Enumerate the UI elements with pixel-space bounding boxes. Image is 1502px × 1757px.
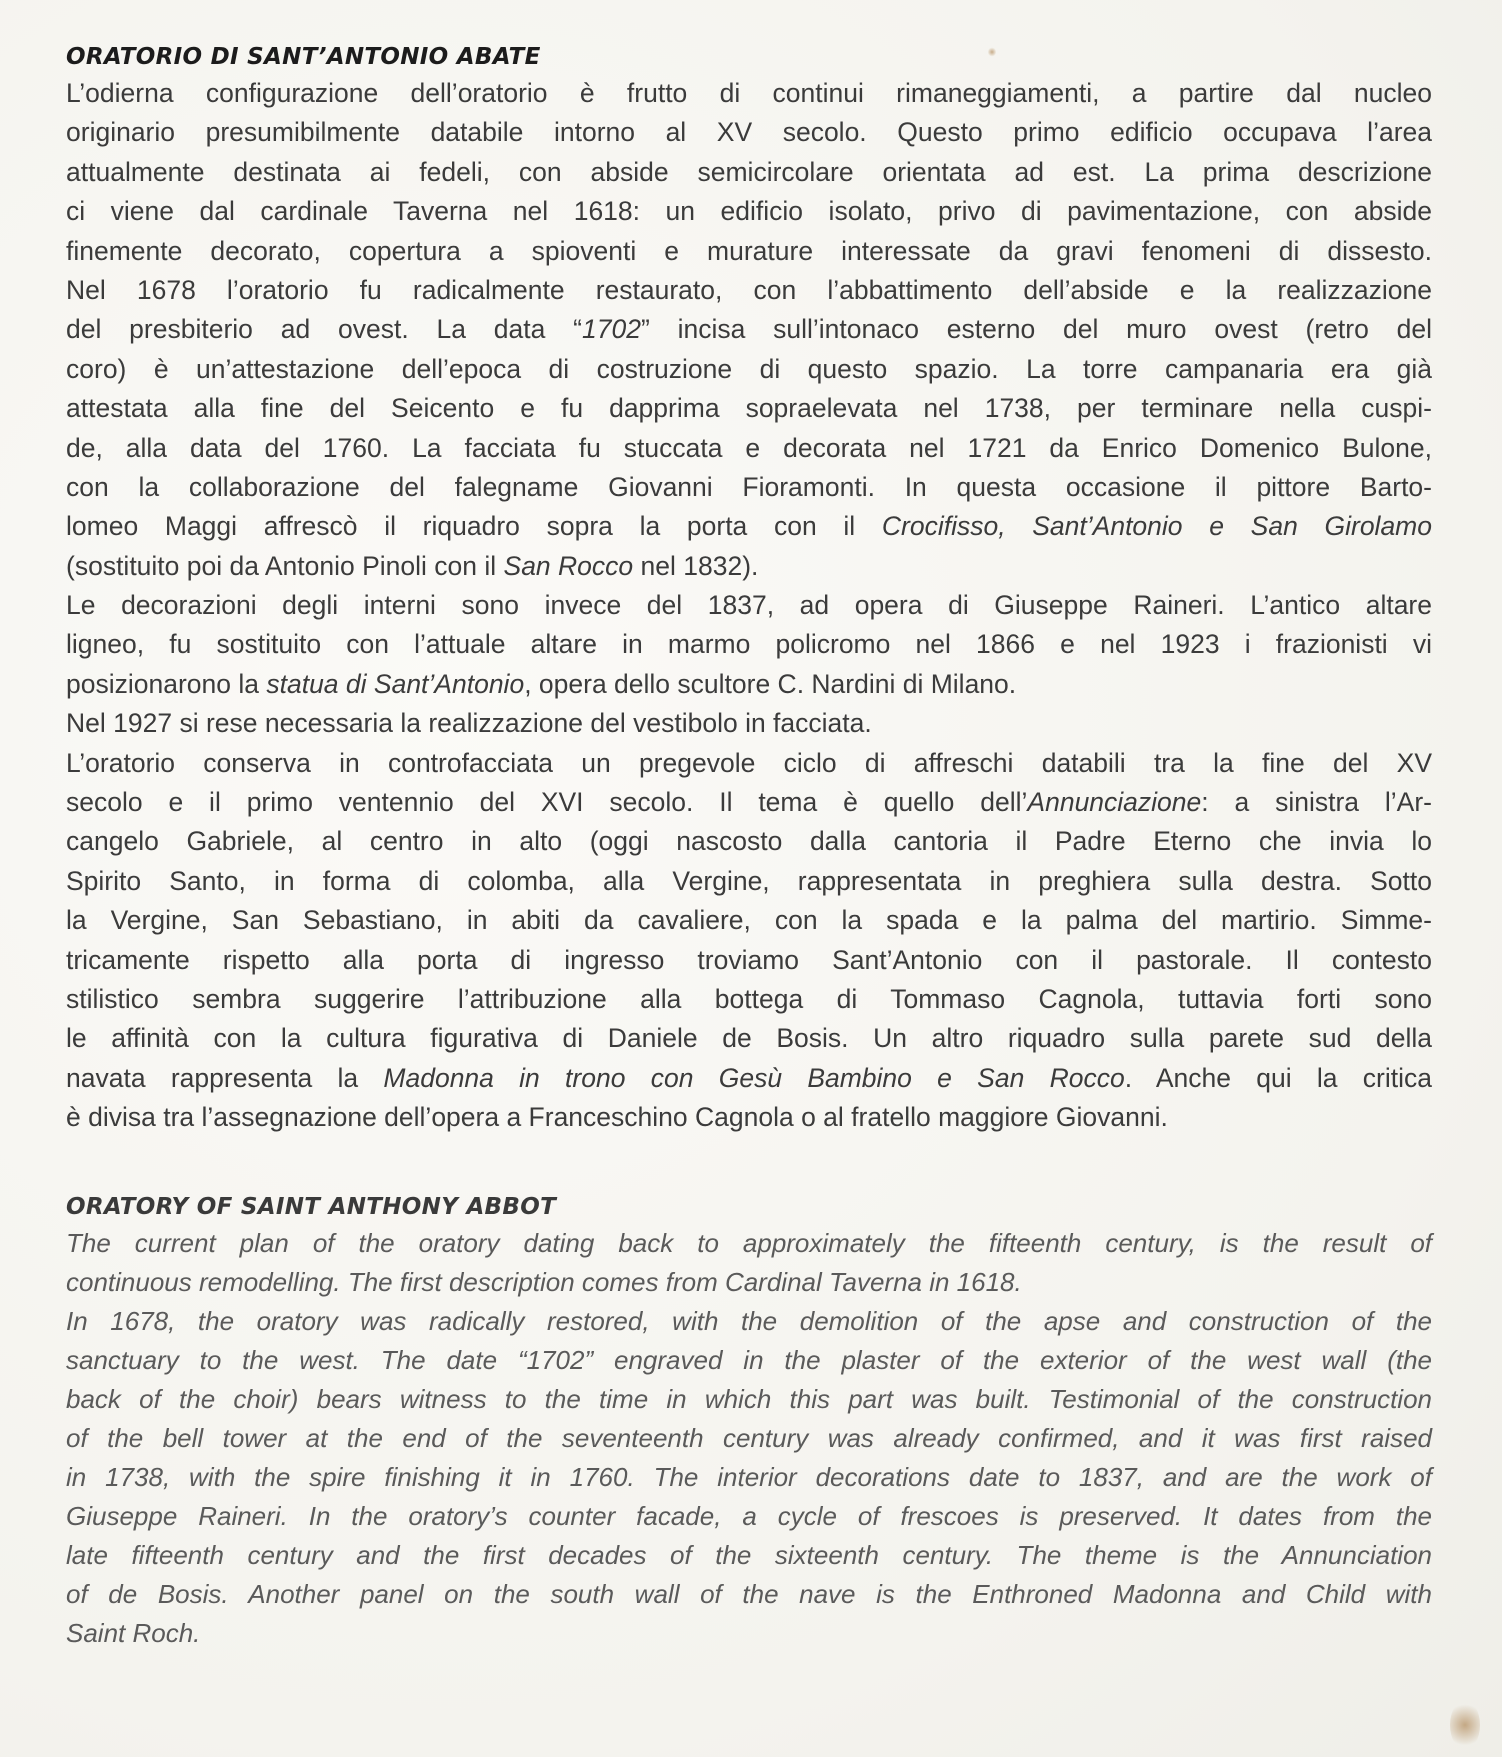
italian-text-line xyxy=(66,468,1432,507)
italian-text-line xyxy=(66,74,1432,113)
text-segment: le affinità con la cultura figurativa di Daniele de Bosis. Un altro riquadro sulla parete sud della xyxy=(66,1023,1432,1054)
paper-stain xyxy=(1450,1700,1480,1750)
italian-text-line xyxy=(66,941,1432,980)
italian-text-line xyxy=(66,153,1432,192)
italic-text-segment: Crocifisso, Sant’Antonio e San Girolamo xyxy=(881,511,1432,542)
italian-text-line xyxy=(66,389,1432,428)
english-text-line: sanctuary to the west. The date “1702” engraved in the plaster of the exterior of the west wall (the xyxy=(66,1344,1432,1375)
information-panel xyxy=(66,40,1432,1653)
english-title: ORATORY OF SAINT ANTHONY ABBOT xyxy=(66,1193,557,1220)
section-spacer xyxy=(66,1138,1432,1190)
italian-text-line xyxy=(66,232,1432,271)
italian-text-line xyxy=(66,901,1432,940)
english-text-line: continuous remodelling. The first description comes from Cardinal Taverna in 1618. xyxy=(66,1266,1022,1297)
italian-text-line xyxy=(66,1098,1432,1137)
text-segment: è divisa tra l’assegnazione dell’opera a Franceschino Cagnola o al fratello maggiore Giovanni. xyxy=(66,1102,1168,1133)
text-segment: ci viene dal cardinale Taverna nel 1618: un edificio isolato, privo di pavimentazione, con abside xyxy=(66,196,1432,227)
english-text-line: back of the choir) bears witness to the time in which this part was built. Testimonial of the construction xyxy=(66,1383,1432,1414)
text-segment: secolo e il primo ventennio del XVI secolo. Il tema è quello dell’ xyxy=(66,787,1028,818)
text-segment: tricamente rispetto alla porta di ingresso troviamo Sant’Antonio con il pastorale. Il contesto xyxy=(66,944,1432,975)
text-segment: attestata alla fine del Seicento e fu dapprima sopraelevata nel 1738, per terminare nella cuspi- xyxy=(66,393,1432,424)
paper-stain xyxy=(988,47,996,57)
italian-text-line xyxy=(66,271,1432,310)
text-segment: navata rappresenta la xyxy=(66,1062,384,1093)
english-text-line: Saint Roch. xyxy=(66,1617,201,1648)
italian-text-line xyxy=(66,822,1432,861)
italian-text-line xyxy=(66,744,1432,783)
text-segment: L’oratorio conserva in controfacciata un pregevole ciclo di affreschi databili tra la fine del XV xyxy=(66,747,1432,778)
english-text-line: of de Bosis. Another panel on the south wall of the nave is the Enthroned Madonna and Child with xyxy=(66,1578,1432,1609)
italian-text-line xyxy=(66,192,1432,231)
italic-text-segment: San Rocco xyxy=(503,550,634,581)
text-segment: stilistico sembra suggerire l’attribuzione alla bottega di Tommaso Cagnola, tuttavia forti sono xyxy=(66,983,1432,1014)
italian-text xyxy=(66,74,1432,1138)
text-segment: Le decorazioni degli interni sono invece del 1837, ad opera di Giuseppe Raineri. L’antico altare xyxy=(66,590,1432,621)
italic-text-segment: 1702 xyxy=(582,314,641,345)
italian-text-line xyxy=(66,350,1432,389)
text-segment: Spirito Santo, in forma di colomba, alla Vergine, rappresentata in preghiera sulla destra. Sotto xyxy=(66,865,1432,896)
english-text-line: late fifteenth century and the first decades of the sixteenth century. The theme is the Annunciation xyxy=(66,1539,1432,1570)
italic-text-segment: statua di Sant’Antonio xyxy=(266,668,525,699)
english-text-line: The current plan of the oratory dating back to approximately the fifteenth century, is the result of xyxy=(66,1227,1432,1258)
text-segment: de, alla data del 1760. La facciata fu stuccata e decorata nel 1721 da Enrico Domenico Bulone, xyxy=(66,432,1432,463)
text-segment: cangelo Gabriele, al centro in alto (oggi nascosto dalla cantoria il Padre Eterno che invia lo xyxy=(66,826,1432,857)
text-segment: . Anche qui la critica xyxy=(1124,1062,1432,1093)
english-text-line: Giuseppe Raineri. In the oratory’s counter facade, a cycle of frescoes is preserved. It dates from the xyxy=(66,1500,1432,1531)
italian-text-line xyxy=(66,113,1432,152)
italian-text-line xyxy=(66,704,1432,743)
text-segment: nel 1832). xyxy=(633,550,759,581)
italian-text-line xyxy=(66,625,1432,664)
italian-text-line xyxy=(66,547,1432,586)
text-segment: (sostituito poi da Antonio Pinoli con il xyxy=(66,550,504,581)
italian-text-line xyxy=(66,980,1432,1019)
italic-text-segment: Madonna in trono con Gesù Bambino e San Rocco xyxy=(383,1062,1125,1093)
italian-text-line xyxy=(66,1059,1432,1098)
text-segment: : a sinistra l’Ar- xyxy=(1201,787,1432,818)
italian-text-line xyxy=(66,429,1432,468)
text-segment: originario presumibilmente databile intorno al XV secolo. Questo primo edificio occupava l’area xyxy=(66,117,1432,148)
text-segment: con la collaborazione del falegname Giovanni Fioramonti. In questa occasione il pittore Barto- xyxy=(66,471,1432,502)
italian-text-line xyxy=(66,862,1432,901)
text-segment: posizionarono la xyxy=(66,668,267,699)
italic-text-segment: Annunciazione xyxy=(1027,787,1202,818)
italian-title: ORATORIO DI SANT’ANTONIO ABATE xyxy=(66,44,541,70)
text-segment: la Vergine, San Sebastiano, in abiti da cavaliere, con la spada e la palma del martirio. Simme- xyxy=(66,905,1432,936)
text-segment: L’odierna configurazione dell’oratorio è frutto di continui rimaneggiamenti, a partire dal nucleo xyxy=(66,78,1432,108)
text-segment: del presbiterio ad ovest. La data “ xyxy=(66,314,582,345)
italian-text-line xyxy=(66,310,1432,349)
text-segment: Nel 1927 si rese necessaria la realizzazione del vestibolo in facciata. xyxy=(66,708,872,739)
italian-text-line xyxy=(66,665,1432,704)
italian-text-line xyxy=(66,1019,1432,1058)
english-text-line: in 1738, with the spire finishing it in 1760. The interior decorations date to 1837, and are the work of xyxy=(66,1461,1432,1492)
text-segment: attualmente destinata ai fedeli, con abside semicircolare orientata ad est. La prima descrizione xyxy=(66,156,1432,187)
text-segment: ” incisa sull’intonaco esterno del muro ovest (retro del xyxy=(640,314,1432,345)
english-text-line: of the bell tower at the end of the seventeenth century was already confirmed, and it was first raised xyxy=(66,1422,1432,1453)
text-segment: ligneo, fu sostituito con l’attuale altare in marmo policromo nel 1866 e nel 1923 i frazionisti vi xyxy=(66,629,1432,660)
text-segment: Nel 1678 l’oratorio fu radicalmente restaurato, con l’abbattimento dell’abside e la realizzazione xyxy=(66,274,1432,305)
text-segment: lomeo Maggi affrescò il riquadro sopra la porta con il xyxy=(66,511,882,542)
english-text-line: In 1678, the oratory was radically restored, with the demolition of the apse and construction of the xyxy=(66,1305,1432,1336)
italian-text-line xyxy=(66,783,1432,822)
text-segment: , opera dello scultore C. Nardini di Milano. xyxy=(524,668,1017,699)
italian-text-line xyxy=(66,507,1432,546)
italian-text-line xyxy=(66,586,1432,625)
text-segment: finemente decorato, copertura a spioventi e murature interessate da gravi fenomeni di dissesto. xyxy=(66,235,1432,266)
text-segment: coro) è un’attestazione dell’epoca di costruzione di questo spazio. La torre campanaria era già xyxy=(66,353,1432,384)
english-text xyxy=(66,1224,1432,1653)
